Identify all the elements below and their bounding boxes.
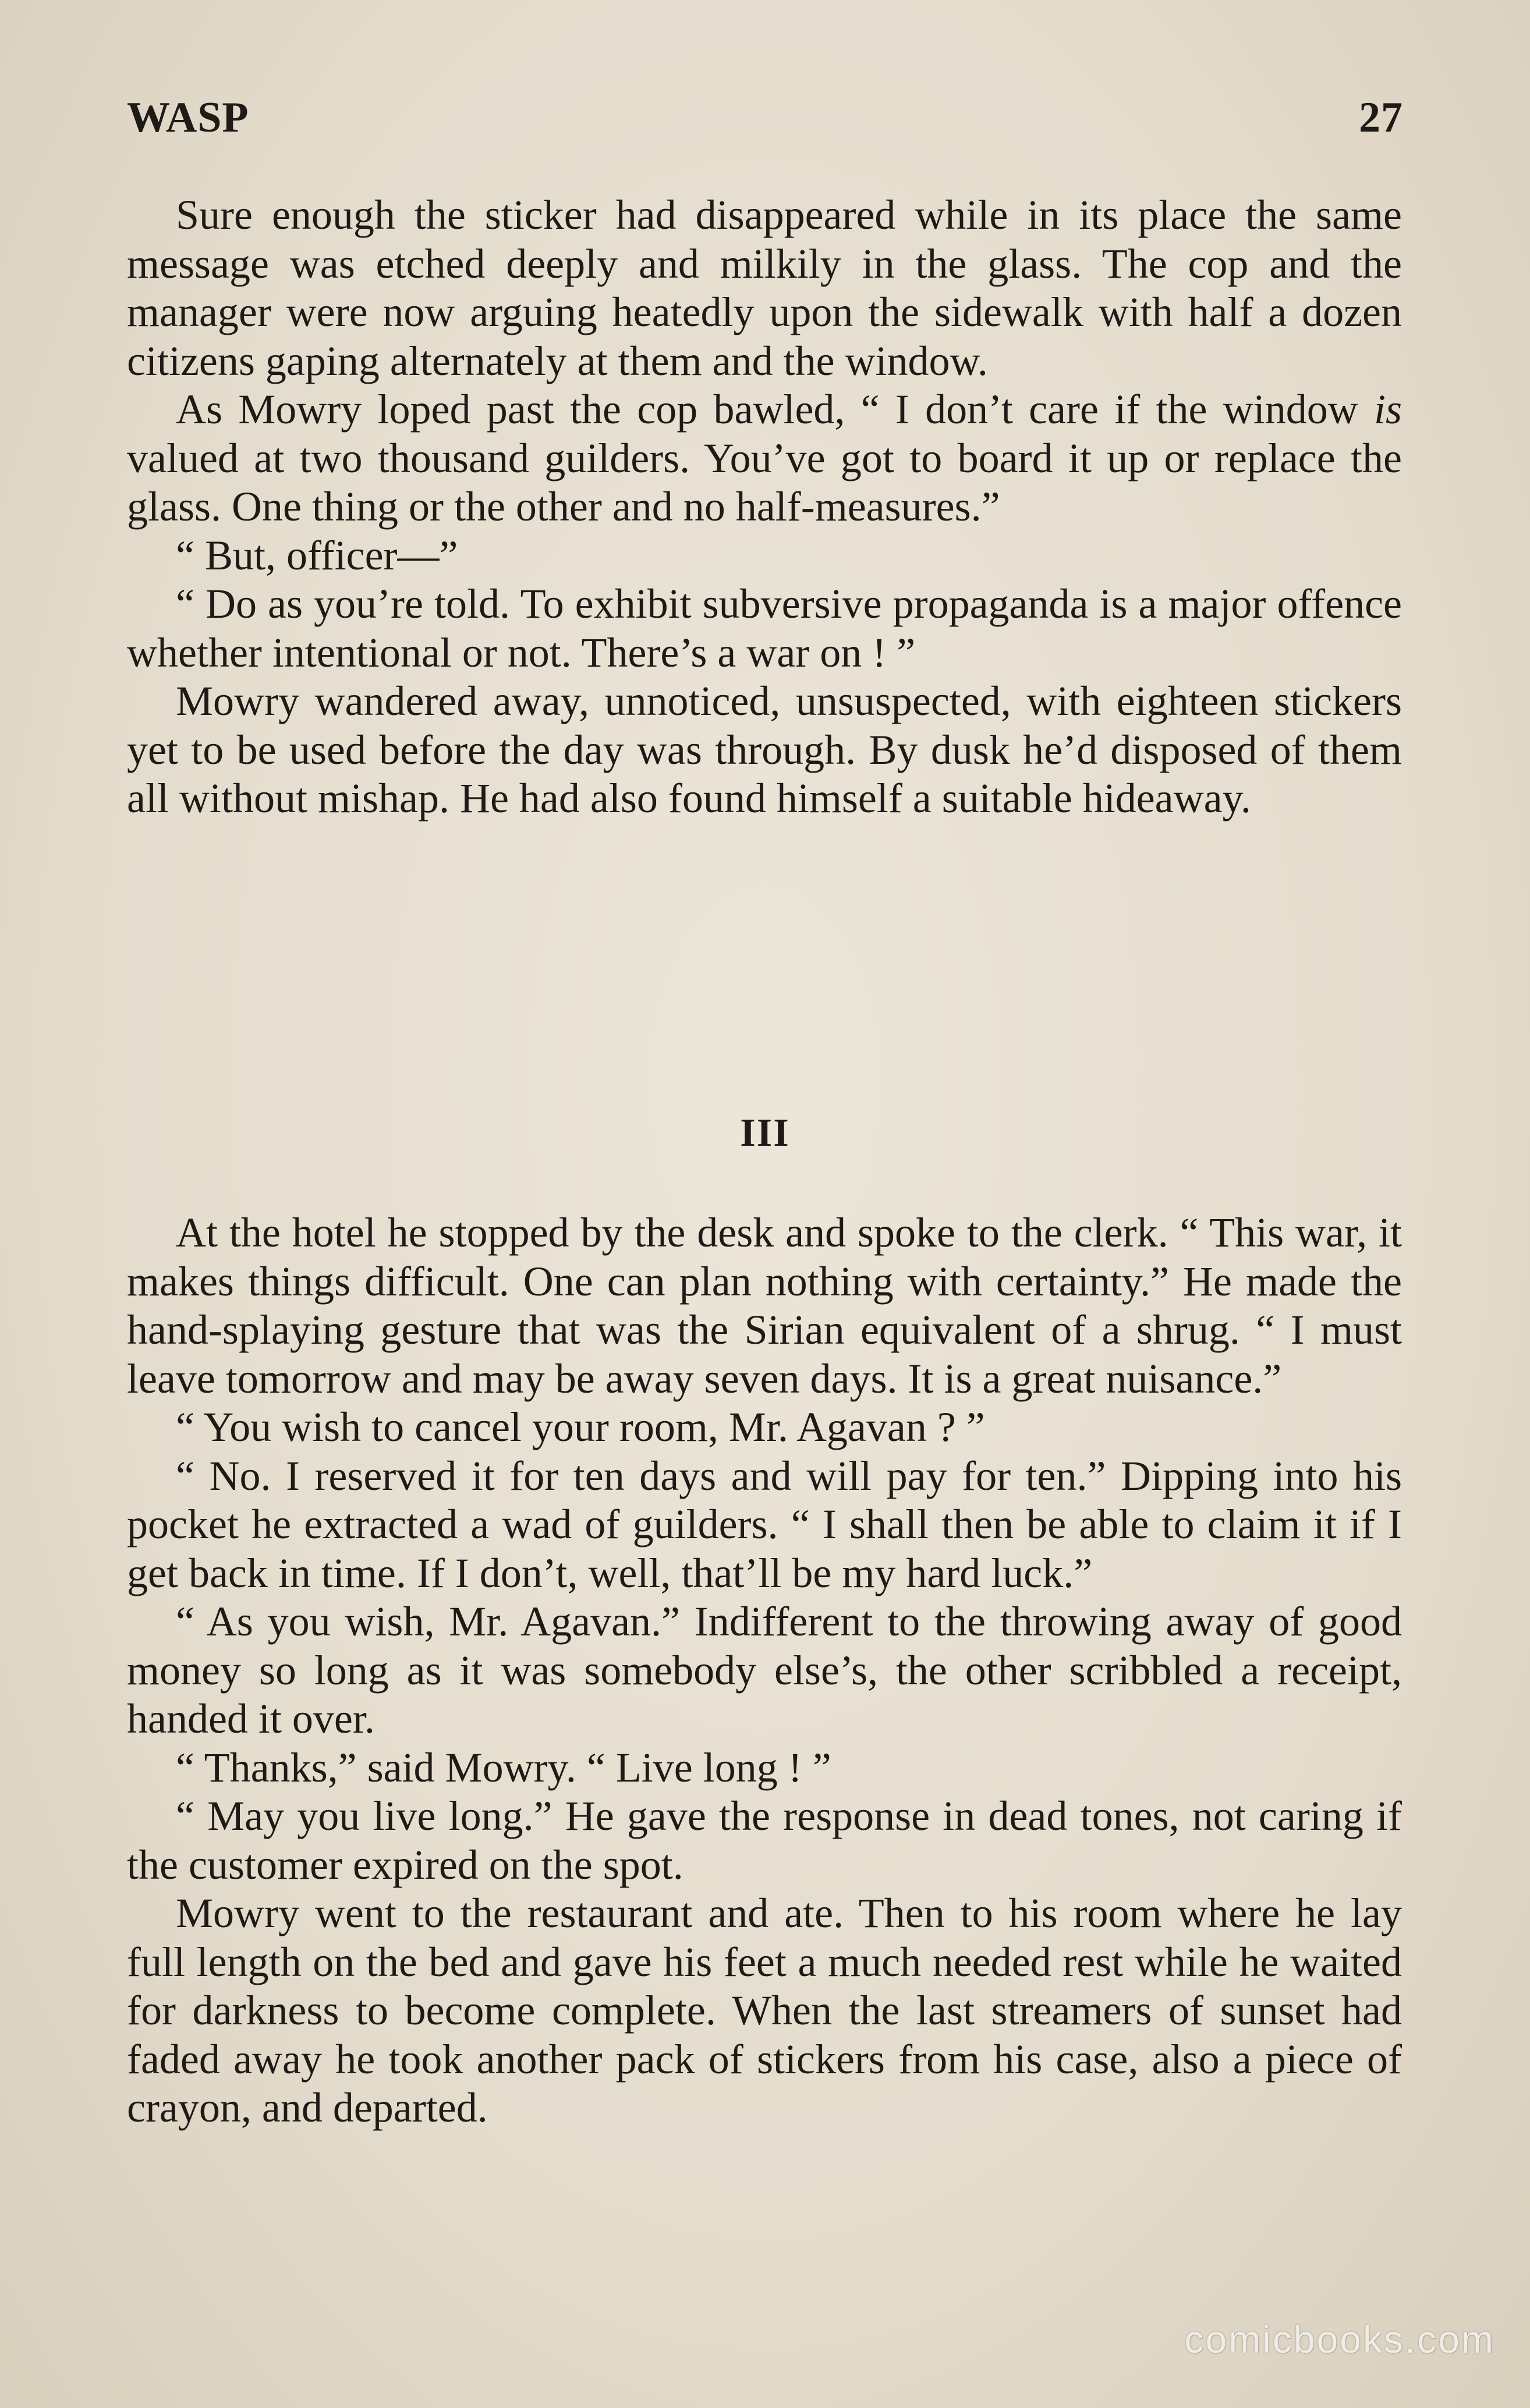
page-number: 27 xyxy=(1359,94,1403,141)
paragraph: “ You wish to cancel your room, Mr. Agavan ? ” xyxy=(176,1404,985,1450)
paragraph: “ No. I reserved it for ten days and will pay for ten.” Dipping into his pocket he extracted a wad of guilders. “ I shall then be able to claim it if I get back in time. If I don’t, well, that’ll be my hard luck.” xyxy=(127,1452,1402,1596)
paragraph xyxy=(127,385,1402,532)
emphasis: is xyxy=(1373,386,1402,433)
watermark: comicbooks.com xyxy=(1184,2318,1495,2361)
text-block-before-section xyxy=(127,191,1402,823)
paragraph: Mowry went to the restaurant and ate. Then to his room where he lay full length on the bed and gave his feet a much needed rest while he waited for darkness to become complete. When the last streamers of sunset had faded away he took another pack of stickers from his case, also a piece of crayon, and departed. xyxy=(127,1890,1402,2131)
paragraph: “ As you wish, Mr. Agavan.” Indifferent to the throwing away of good money so long as it was somebody else’s, the other scribbled a receipt, handed it over. xyxy=(127,1598,1402,1742)
paragraph: Mowry wandered away, unnoticed, unsuspected, with eighteen stickers yet to be used before the day was through. By dusk he’d disposed of them all without mishap. He had also found himself a suitable hideaway. xyxy=(127,678,1402,821)
book-title: WASP xyxy=(127,94,249,141)
section-heading: III xyxy=(740,1110,790,1155)
text-block-after-section xyxy=(127,1209,1402,2133)
paragraph-text: As Mowry loped past the cop bawled, “ I don’t care if the window is valued at two thousand guilders. You’ve got to board it up or replace the glass. One thing or the other and no half-measures.” xyxy=(127,386,1402,530)
paragraph: “ May you live long.” He gave the response in dead tones, not caring if the customer expired on the spot. xyxy=(127,1793,1402,1888)
paragraph: “ Thanks,” said Mowry. “ Live long ! ” xyxy=(176,1744,831,1791)
paragraph: Sure enough the sticker had disappeared while in its place the same message was etched deeply and milkily in the glass. The cop and the manager were now arguing heatedly upon the sidewalk with half a dozen citizens gaping alternately at them and the window. xyxy=(127,192,1402,384)
paragraph: At the hotel he stopped by the desk and spoke to the clerk. “ This war, it makes things difficult. One can plan nothing with certainty.” He made the hand-splaying gesture that was the Sirian equivalent of a shrug. “ I must leave tomorrow and may be away seven days. It is a great nuisance.” xyxy=(127,1209,1402,1402)
running-head xyxy=(127,93,1403,143)
paragraph: “ But, officer—” xyxy=(176,532,458,579)
paragraph: “ Do as you’re told. To exhibit subversive propaganda is a major offence whether intentional or not. There’s a war on ! ” xyxy=(127,580,1402,676)
